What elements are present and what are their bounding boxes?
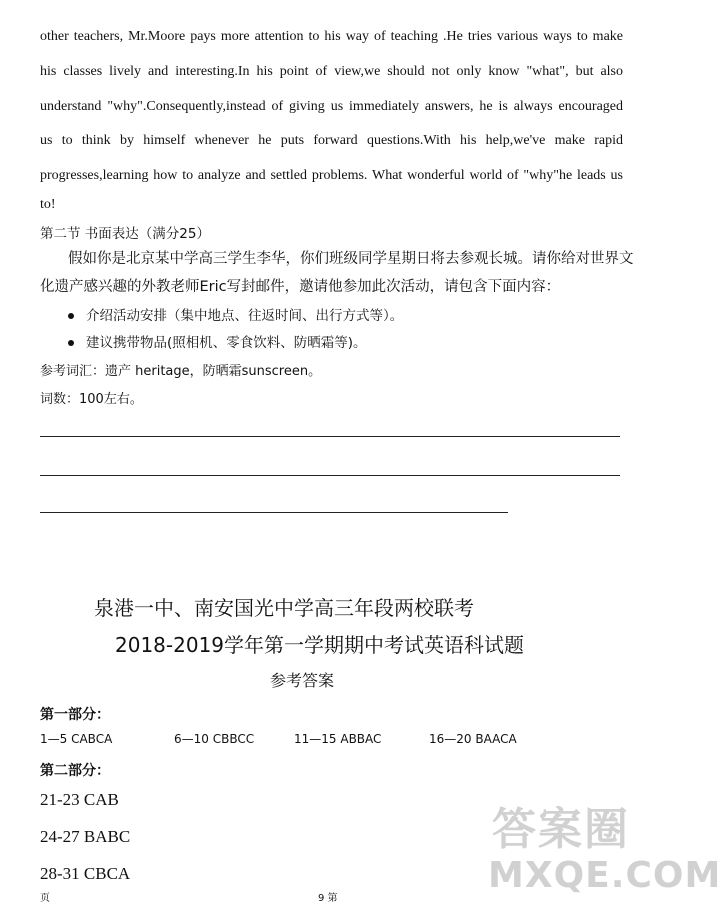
answer-group: 21-23 CAB <box>40 790 119 809</box>
watermark-logo <box>492 804 630 855</box>
essay-line: his classes lively and interesting.In his point of view,we should not only know "what", but also <box>40 63 623 79</box>
bullet-icon <box>68 340 74 346</box>
part1-label: 第一部分： <box>40 707 110 723</box>
essay-line: to! <box>40 196 56 212</box>
answer-key-title: 泉港一中、南安国光中学高三年段两校联考 <box>94 596 474 620</box>
writing-line <box>40 512 508 513</box>
bullet-item <box>68 304 403 324</box>
bullet-text: 建议携带物品(照相机、零食饮料、防晒霜等)。 <box>86 335 367 351</box>
answer-group: 11—15 ABBAC <box>294 732 382 746</box>
answer-group: 28-31 CBCA <box>40 864 131 883</box>
writing-line <box>40 475 620 476</box>
essay-line: other teachers, Mr.Moore pays more attention to his way of teaching .He tries various ways to make <box>40 29 623 44</box>
watermark-url <box>488 855 721 896</box>
bullet-item <box>68 331 367 351</box>
answer-key-title: 2018-2019学年第一学期期中考试英语科试题 <box>115 633 525 657</box>
bullet-icon <box>68 313 74 319</box>
word-count: 词数：100左右。 <box>40 392 143 407</box>
watermark-bottom: MXQE.COM <box>488 855 721 896</box>
bullet-text: 介绍活动安排（集中地点、往返时间、出行方式等）。 <box>86 308 404 324</box>
essay-line: progresses,learning how to analyze and settled problems. What wonderful world of "why"he leads us <box>40 168 623 184</box>
essay-line: understand "why".Consequently,instead of giving us immediately answers, he is always encouraged <box>40 98 623 114</box>
vocab-note: 参考词汇：遗产 heritage，防晒霜sunscreen。 <box>40 364 322 379</box>
prompt-line: 化遗产感兴趣的外教老师Eric写封邮件，邀请他参加此次活动，请包含下面内容： <box>40 279 561 295</box>
prompt-line: 假如你是北京某中学高三学生李华，你们班级同学星期日将去参观长城。请你给对世界文 <box>68 251 634 267</box>
writing-line <box>40 436 620 437</box>
essay-paragraph <box>40 20 623 216</box>
footer-left: 页 <box>40 893 50 904</box>
answer-group: 16—20 BAACA <box>429 732 517 746</box>
answer-group: 1—5 CABCA <box>40 732 113 746</box>
page-number: 9 第 <box>318 893 338 904</box>
answer-key-subtitle: 参考答案 <box>270 671 335 690</box>
essay-line: us to think by himself whenever he puts forward questions.With his help,we've make rapid <box>40 133 623 149</box>
section-heading: 第二节 书面表达（满分25） <box>40 226 210 242</box>
watermark-top: 答案圈 <box>492 804 630 855</box>
answer-group: 24-27 BABC <box>40 827 131 846</box>
part2-label: 第二部分： <box>40 763 110 779</box>
answer-group: 6—10 CBBCC <box>174 732 255 746</box>
